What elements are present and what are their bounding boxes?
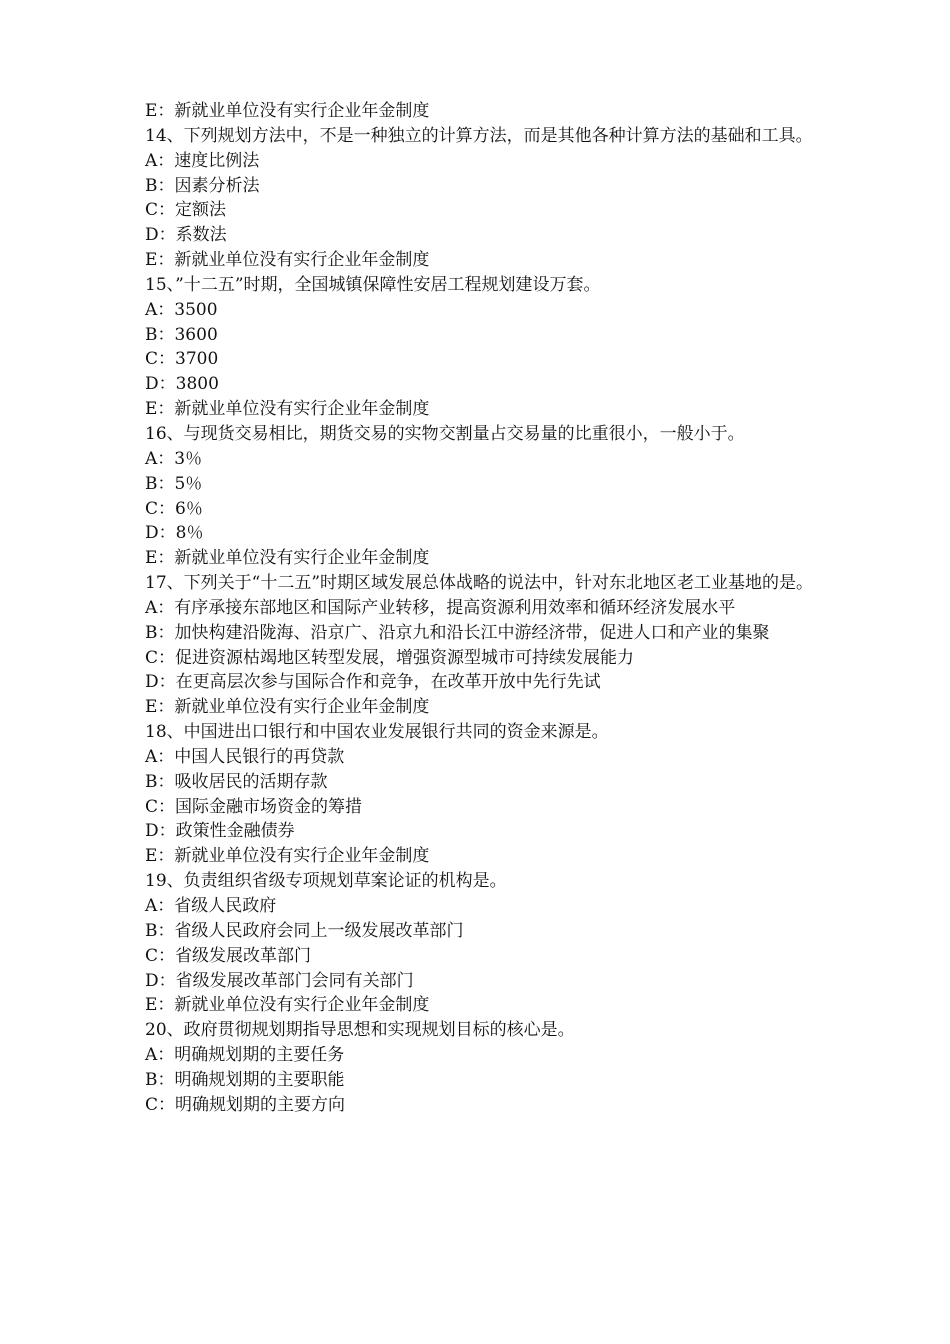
- option-line: A：有序承接东部地区和国际产业转移，提高资源利用效率和循环经济发展水平: [145, 597, 736, 618]
- option-line: C：国际金融市场资金的筹措: [145, 796, 363, 817]
- option-line: A：省级人民政府: [145, 896, 277, 916]
- option-line: C：6％: [145, 498, 203, 519]
- option-line: E：新就业单位没有实行企业年金制度: [145, 846, 430, 867]
- option-line: B：省级人民政府会同上一级发展改革部门: [145, 920, 464, 941]
- question-14: 14、下列规划方法中，不是一种独立的计算方法，而是其他各种计算方法的基础和工具。: [145, 125, 813, 146]
- option-line: B：明确规划期的主要职能: [145, 1069, 345, 1090]
- option-line: E：新就业单位没有实行企业年金制度: [145, 548, 430, 569]
- option-line: B：加快构建沿陇海、沿京广、沿京九和沿长江中游经济带，促进人口和产业的集聚: [145, 622, 770, 643]
- option-line: A：中国人民银行的再贷款: [145, 746, 345, 767]
- option-line: E：新就业单位没有实行企业年金制度: [145, 995, 430, 1016]
- option-line: E：新就业单位没有实行企业年金制度: [145, 250, 430, 271]
- question-17: 17、下列关于“十二五”时期区域发展总体战略的说法中，针对东北地区老工业基地的是。: [145, 573, 814, 594]
- question-16: 16、与现货交易相比，期货交易的实物交割量占交易量的比重很小，一般小于。: [145, 423, 745, 444]
- option-line: C：明确规划期的主要方向: [145, 1094, 346, 1115]
- option-line: E：新就业单位没有实行企业年金制度: [145, 697, 430, 718]
- option-line: D：8％: [145, 523, 204, 544]
- option-line: D：省级发展改革部门会同有关部门: [145, 970, 414, 991]
- text-line: E：新就业单位没有实行企业年金制度: [145, 101, 430, 121]
- option-line: B：5％: [145, 473, 203, 494]
- option-line: C：促进资源枯竭地区转型发展，增强资源型城市可持续发展能力: [145, 647, 635, 668]
- option-line: D：政策性金融债券: [145, 821, 295, 842]
- option-line: E：新就业单位没有实行企业年金制度: [145, 399, 430, 420]
- option-line: D：3800: [145, 374, 219, 395]
- option-line: A：明确规划期的主要任务: [145, 1045, 345, 1066]
- option-line: B：吸收居民的活期存款: [145, 771, 328, 792]
- option-line: D：在更高层次参与国际合作和竞争，在改革开放中先行先试: [145, 672, 601, 693]
- option-line: C：省级发展改革部门: [145, 945, 312, 966]
- question-19: 19、负责组织省级专项规划草案论证的机构是。: [145, 871, 507, 892]
- option-line: C：定额法: [145, 200, 227, 221]
- question-18: 18、中国进出口银行和中国农业发展银行共同的资金来源是。: [145, 722, 609, 743]
- option-line: B：3600: [145, 324, 218, 345]
- option-line: B：因素分析法: [145, 175, 260, 196]
- document-page: [145, 99, 815, 1118]
- option-line: D：系数法: [145, 225, 227, 246]
- question-20: 20、政府贯彻规划期指导思想和实现规划目标的核心是。: [145, 1020, 575, 1041]
- question-15: 15、”十二五”时期，全国城镇保障性安居工程规划建设万套。: [145, 274, 601, 295]
- option-line: A：3500: [145, 299, 218, 320]
- option-line: A：3％: [145, 448, 203, 469]
- option-line: A：速度比例法: [145, 150, 260, 171]
- option-line: C：3700: [145, 349, 219, 370]
